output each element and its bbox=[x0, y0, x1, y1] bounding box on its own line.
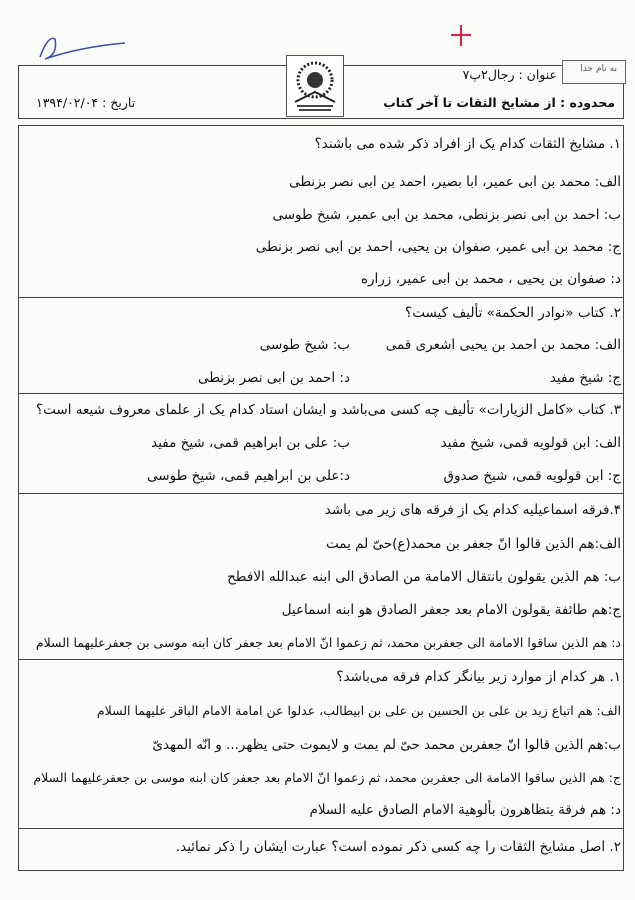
q5-item-d: د: هم فرقة یتظاهرون بألوهیة الامام الصادق علیه السلام bbox=[309, 802, 621, 818]
question-2-text: ۲. کتاب «نوادر الحکمة» تألیف کیست؟ bbox=[405, 305, 621, 321]
q5-item-a: الف: هم اتباع زید بن علی بن الحسین بن علی بن ابیطالب، عدلوا عن امامة الامام الباقر علیهما السلام bbox=[96, 703, 621, 718]
q4-option-b[interactable]: ب: هم الذین یقولون بانتقال الامامة من الصادق الی ابنه عبدالله الافطح bbox=[227, 569, 621, 585]
q2-option-d[interactable]: د: احمد بن ابی نصر بزنطی bbox=[197, 370, 350, 386]
exam-scope: محدوده : از مشایخ الثقات تا آخر کتاب bbox=[383, 95, 615, 110]
bismillah: به نام خدا bbox=[580, 64, 617, 74]
exam-title: عنوان : رجال۲پ۷ bbox=[462, 67, 557, 82]
q1-option-a[interactable]: الف: محمد بن ابی عمیر، ابا بصیر، احمد بن ابی نصر بزنطی bbox=[289, 174, 621, 190]
q4-option-a[interactable]: الف:هم الذین قالوا انّ جعفر بن محمد(ع)حیّ لم یمت bbox=[326, 536, 621, 552]
emblem-icon bbox=[287, 56, 343, 116]
q2-option-c[interactable]: ج: شیخ مفید bbox=[549, 370, 621, 386]
q1-option-c[interactable]: ج: محمد بن ابی عمیر، صفوان بن یحیی، احمد بن ابی نصر بزنطی bbox=[255, 239, 621, 255]
institution-logo bbox=[286, 55, 344, 117]
question-4-text: ۴.فرقه اسماعیلیه کدام یک از فرقه های زیر می باشد bbox=[324, 502, 621, 518]
q5-item-b: ب:هم الذین قالوا انّ جعفربن محمد حیّ لم یمت و لایموت حتی یظهر... و انّه المهدیّ bbox=[152, 737, 621, 753]
q3-option-d[interactable]: د:علی بن ابراهیم قمی، شیخ طوسی bbox=[147, 468, 350, 484]
blue-pen-scribble bbox=[30, 25, 130, 65]
q4-option-d[interactable]: د: هم الذین ساقوا الامامة الی جعفربن محمد، ثم زعموا انّ الامام بعد جعفر کان ابنه موسی بن جعفرعلیهما السلام bbox=[35, 635, 621, 650]
q3-option-b[interactable]: ب: علی بن ابراهیم قمی، شیخ مفید bbox=[151, 435, 350, 451]
question-5-text: ۱. هر کدام از موارد زیر بیانگر کدام فرقه می‌باشد؟ bbox=[336, 669, 621, 685]
red-plus-mark bbox=[448, 22, 474, 48]
q4-option-c[interactable]: ج:هم طائفة یقولون الامام بعد جعفر الصادق هو ابنه اسماعیل bbox=[281, 602, 621, 618]
q2-option-b[interactable]: ب: شیخ طوسی bbox=[259, 337, 350, 353]
q3-option-c[interactable]: ج: ابن قولویه قمی، شیخ صدوق bbox=[443, 468, 621, 484]
exam-date: تاریخ : ۱۳۹۴/۰۲/۰۴ bbox=[36, 95, 136, 110]
q3-option-a[interactable]: الف: ابن قولویه قمی، شیخ مفید bbox=[440, 435, 621, 451]
question-3-text: ۳. کتاب «کامل الزیارات» تألیف چه کسی می‌باشد و ایشان استاد کدام یک از علمای معروف شیعه است؟ bbox=[35, 402, 621, 418]
q1-option-b[interactable]: ب: احمد بن ابی نصر بزنطی، محمد بن ابی عمیر، شیخ طوسی bbox=[272, 207, 621, 223]
q2-option-a[interactable]: الف: محمد بن احمد بن یحیی اشعری قمی bbox=[385, 337, 621, 353]
q1-option-d[interactable]: د: صفوان بن یحیی ، محمد بن ابی عمیر، زراره bbox=[360, 271, 621, 287]
q5-item-c: ج: هم الذین ساقوا الامامة الی جعفربن محمد، ثم زعموا انّ الامام بعد جعفر کان ابنه موسی بن جعفرعلیهما السلام bbox=[33, 770, 621, 785]
question-1-text: ۱. مشایخ الثقات کدام یک از افراد ذکر شده می باشند؟ bbox=[314, 136, 621, 152]
question-6-text: ۲. اصل مشایخ الثقات را چه کسی ذکر نموده است؟ عبارت ایشان را ذکر نمائید. bbox=[175, 839, 621, 855]
